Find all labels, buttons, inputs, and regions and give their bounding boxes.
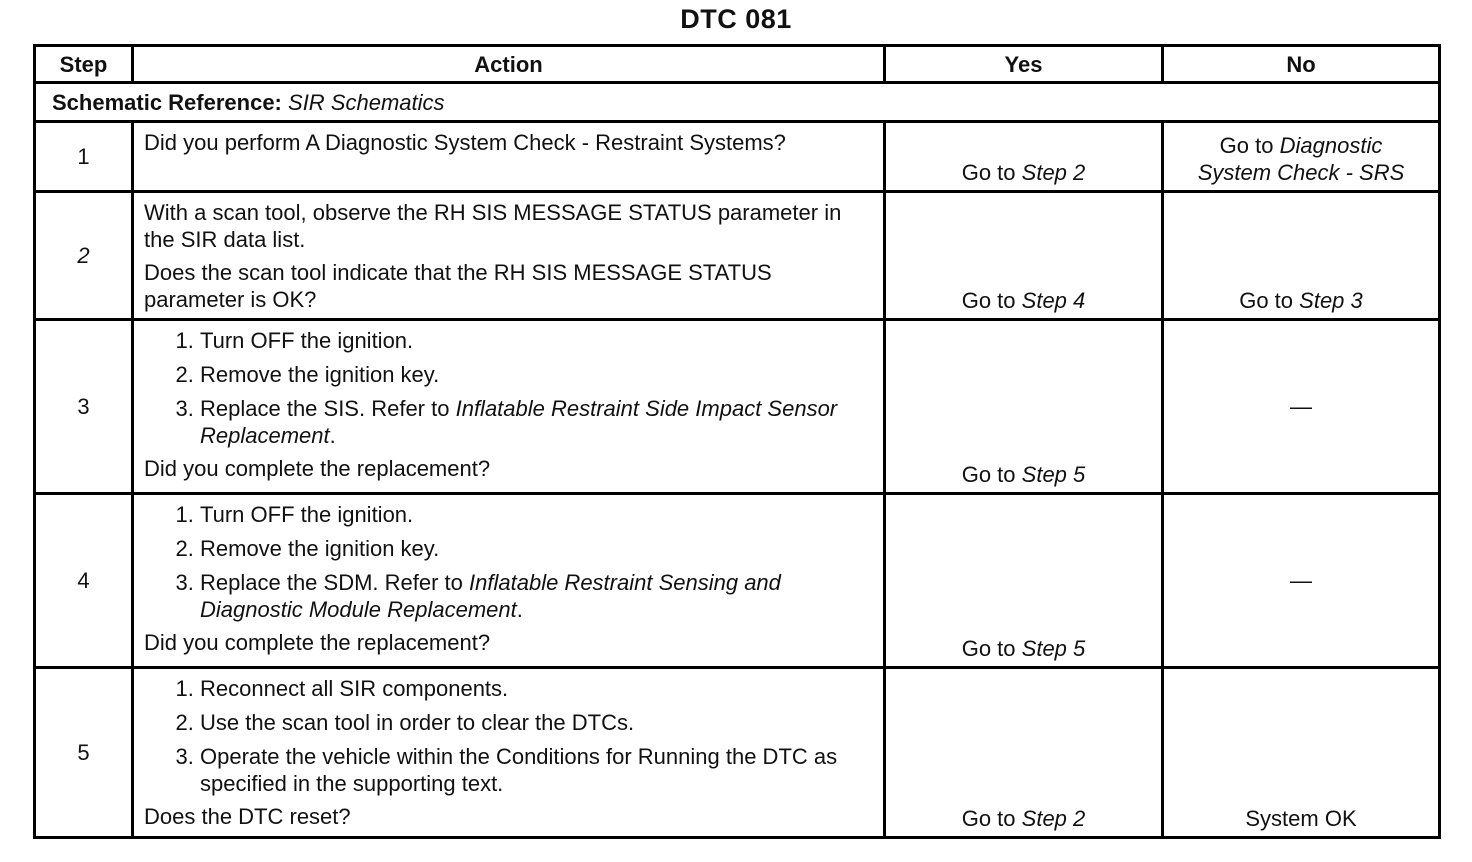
yes-step-link[interactable]: Step 2 xyxy=(1021,806,1086,831)
list-item: 2. Remove the ignition key. xyxy=(200,361,875,388)
no-cell xyxy=(1163,192,1440,320)
action-question: Did you complete the replacement? xyxy=(144,456,491,481)
header-row xyxy=(35,46,1440,83)
list-item: 2. Remove the ignition key. xyxy=(200,535,875,562)
action-steps-list xyxy=(144,675,875,797)
no-prefix: Go to xyxy=(1239,288,1294,313)
yes-cell xyxy=(885,320,1163,494)
table-row xyxy=(35,320,1440,494)
header-action: Action xyxy=(133,46,885,83)
yes-step-link[interactable]: Step 5 xyxy=(1021,636,1086,661)
list-item: 3. Replace the SIS. Refer to Inflatable Restraint Side Impact Sensor Replacement. xyxy=(200,395,875,449)
header-step: Step xyxy=(35,46,133,83)
yes-cell xyxy=(885,668,1163,838)
step-number: 4 xyxy=(35,494,133,668)
step-number: 5 xyxy=(35,668,133,838)
action-question: Does the DTC reset? xyxy=(144,804,351,829)
no-cell xyxy=(1163,494,1440,668)
no-link-line1[interactable]: Diagnostic xyxy=(1279,133,1383,158)
action-question: Did you complete the replacement? xyxy=(144,630,491,655)
schematic-reference-link[interactable]: SIR Schematics xyxy=(288,89,445,115)
action-steps-list xyxy=(144,327,875,449)
action-steps-list xyxy=(144,501,875,623)
yes-step-link[interactable]: Step 4 xyxy=(1021,288,1086,313)
no-cell xyxy=(1163,668,1440,838)
schematic-reference-label: Schematic Reference: xyxy=(52,89,282,115)
list-item: 3. Replace the SDM. Refer to Inflatable Restraint Sensing and Diagnostic Module Replacement. xyxy=(200,569,875,623)
action-instruction: With a scan tool, observe the RH SIS MESSAGE STATUS parameter in the SIR data list. xyxy=(144,200,842,252)
schematic-reference-row xyxy=(35,83,1440,122)
action-cell xyxy=(133,668,885,838)
procedure-reference-link[interactable]: Inflatable Restraint Side Impact Sensor Replacement xyxy=(200,396,838,448)
table-row xyxy=(35,122,1440,192)
list-item: 1. Turn OFF the ignition. xyxy=(200,501,875,528)
yes-prefix: Go to xyxy=(961,462,1016,487)
no-cell xyxy=(1163,320,1440,494)
yes-prefix: Go to xyxy=(961,160,1016,185)
page-title: DTC 081 xyxy=(680,4,792,34)
schematic-reference xyxy=(35,83,1440,122)
no-dash: — xyxy=(1290,568,1312,593)
header-no: No xyxy=(1163,46,1440,83)
no-dash: — xyxy=(1290,394,1312,419)
table-row xyxy=(35,494,1440,668)
no-cell xyxy=(1163,122,1440,192)
yes-step-link[interactable]: Step 2 xyxy=(1021,160,1086,185)
list-item: 3. Operate the vehicle within the Conditions for Running the DTC as specified in the supporting text. xyxy=(200,743,875,797)
step-number: 3 xyxy=(35,320,133,494)
yes-cell xyxy=(885,122,1163,192)
action-cell xyxy=(133,494,885,668)
action-cell xyxy=(133,122,885,192)
list-item: 2. Use the scan tool in order to clear the DTCs. xyxy=(200,709,875,736)
action-question: Does the scan tool indicate that the RH SIS MESSAGE STATUS parameter is OK? xyxy=(144,260,772,312)
no-prefix: Go to xyxy=(1219,133,1274,158)
table-row xyxy=(35,192,1440,320)
no-link-line2[interactable]: System Check - SRS xyxy=(1197,160,1405,185)
yes-prefix: Go to xyxy=(961,806,1016,831)
action-cell xyxy=(133,320,885,494)
procedure-reference-link[interactable]: Inflatable Restraint Sensing and Diagnostic Module Replacement xyxy=(200,570,781,622)
no-result: System OK xyxy=(1245,806,1357,831)
table-row xyxy=(35,668,1440,838)
yes-prefix: Go to xyxy=(961,288,1016,313)
yes-cell xyxy=(885,494,1163,668)
yes-cell xyxy=(885,192,1163,320)
list-item: 1. Turn OFF the ignition. xyxy=(200,327,875,354)
list-item: 1. Reconnect all SIR components. xyxy=(200,675,875,702)
step-number: 2 xyxy=(35,192,133,320)
action-question: Did you perform A Diagnostic System Check - Restraint Systems? xyxy=(144,130,786,155)
step-number: 1 xyxy=(35,122,133,192)
yes-prefix: Go to xyxy=(961,636,1016,661)
no-step-link[interactable]: Step 3 xyxy=(1299,288,1363,313)
header-yes: Yes xyxy=(885,46,1163,83)
diagnostic-table xyxy=(33,44,1441,839)
yes-step-link[interactable]: Step 5 xyxy=(1021,462,1086,487)
action-cell xyxy=(133,192,885,320)
